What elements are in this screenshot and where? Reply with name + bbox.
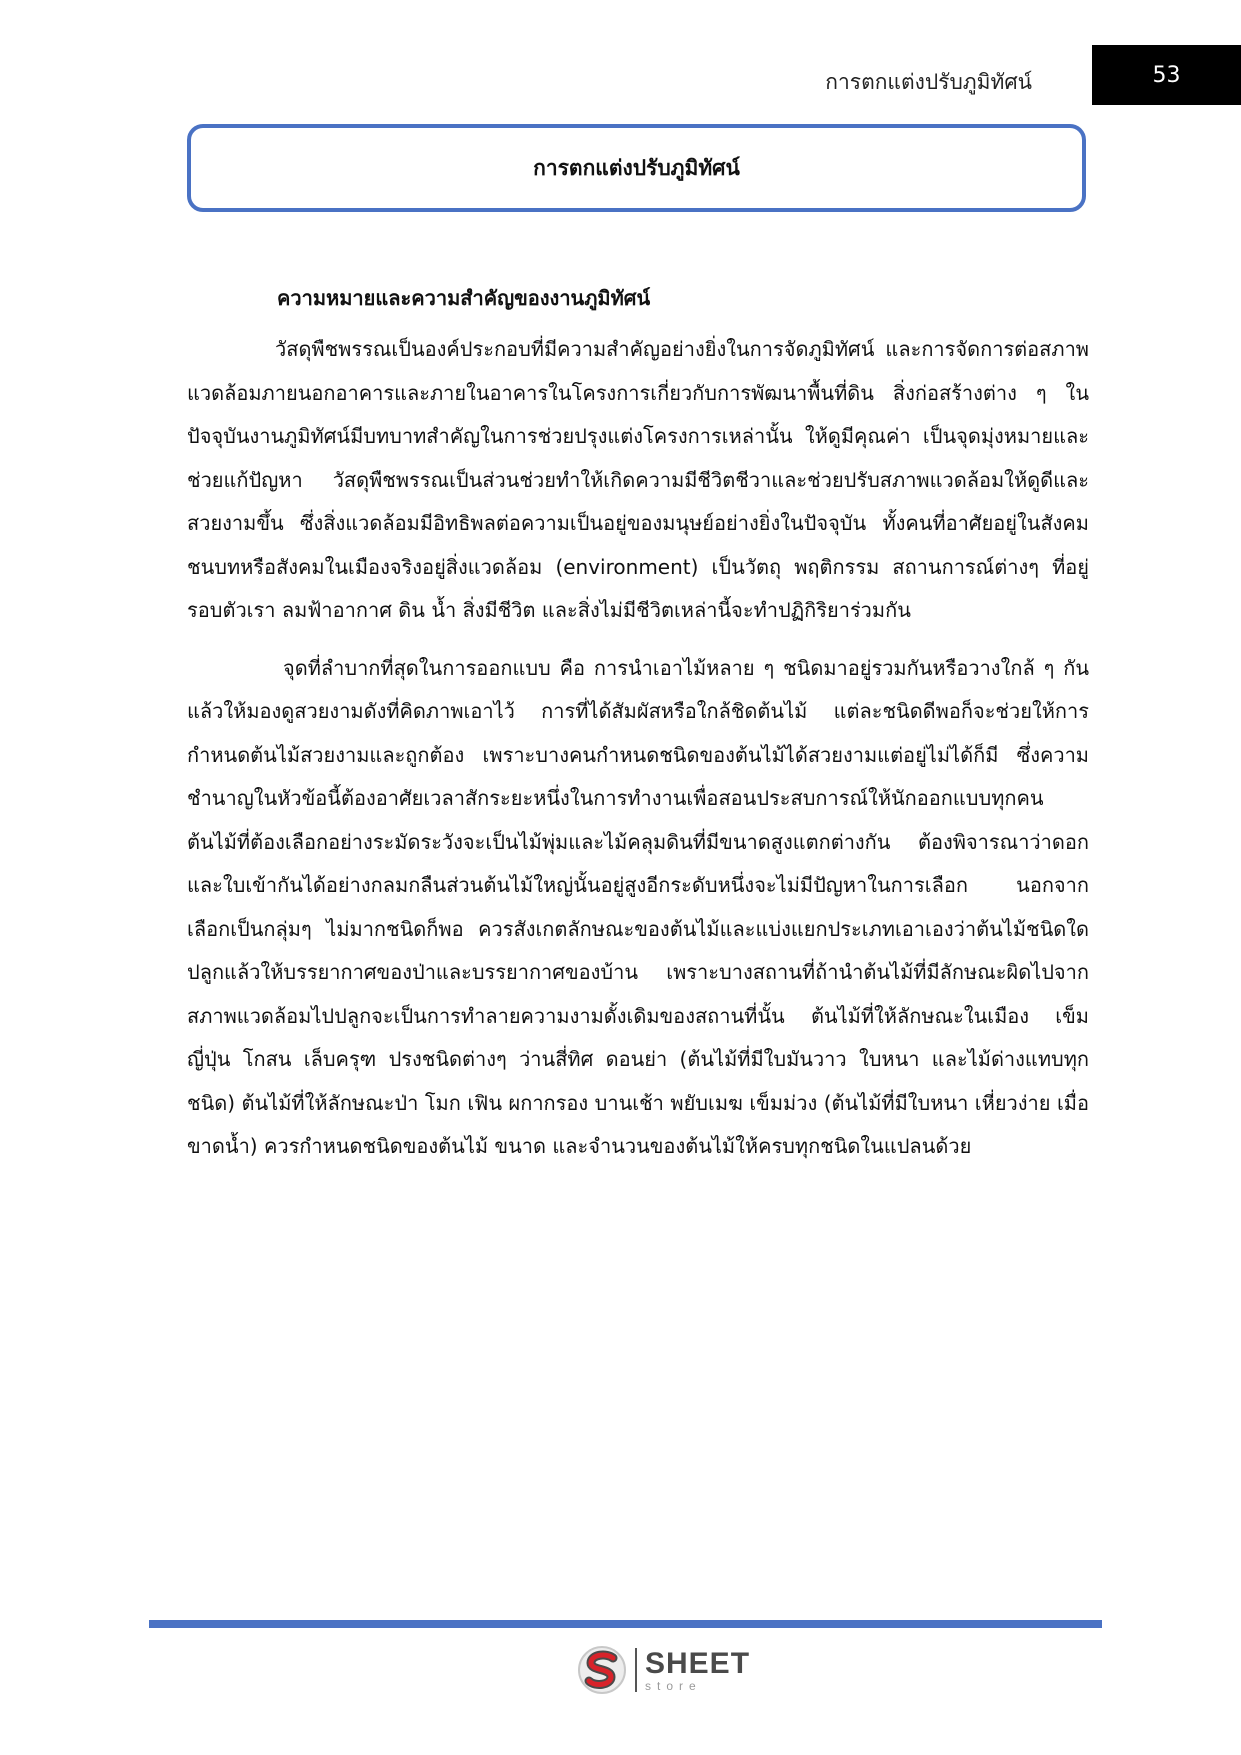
logo-divider [635,1648,637,1692]
page-number: 53 [1092,45,1241,105]
logo-text: SHEET [645,1646,751,1680]
footer-logo [577,1645,750,1695]
logo-wordmark [645,1646,751,1693]
sheet-store-logo-icon [577,1645,627,1695]
running-title: การตกแต่งปรับภูมิทัศน์ [825,70,1032,94]
page-title: การตกแต่งปรับภูมิทัศน์ [533,155,740,180]
title-box [187,124,1086,212]
paragraph-1: วัสดุพืชพรรณเป็นองค์ประกอบที่มีความสำคัญอย่างยิ่งในการจัดภูมิทัศน์ และการจัดการต่อสภาพแวดล้อมภายนอกอาคารและภายในอาคารในโครงการเกี่ยวกับการพัฒนาพื้นที่ดิน สิ่งก่อสร้างต่าง ๆ ในปัจจุบันงานภูมิทัศน์มีบทบาทสำคัญในการช่วยปรุงแต่งโครงการเหล่านั้น ให้ดูมีคุณค่า เป็นจุดมุ่งหมายและช่วยแก้ปัญหา วัสดุพืชพรรณเป็นส่วนช่วยทำให้เกิดความมีชีวิตชีวาและช่วยปรับสภาพแวดล้อมให้ดูดีและสวยงามขึ้น ซึ่งสิ่งแวดล้อมมีอิทธิพลต่อความเป็นอยู่ของมนุษย์อย่างยิ่งในปัจจุบัน ทั้งคนที่อาศัยอยู่ในสังคมชนบทหรือสังคมในเมืองจริงอยู่สิ่งแวดล้อม (environment) เป็นวัตถุ พฤติกรรม สถานการณ์ต่างๆ ที่อยู่รอบตัวเรา ลมฟ้าอากาศ ดิน น้ำ สิ่งมีชีวิต และสิ่งไม่มีชีวิตเหล่านี้จะทำปฏิกิริยาร่วมกัน [187,337,1089,622]
logo-subtext: store [645,1678,702,1693]
main-content [187,282,1089,1183]
footer-rule [149,1620,1102,1628]
section-heading: ความหมายและความสำคัญของงานภูมิทัศน์ [277,286,651,310]
paragraph-2: จุดที่ลำบากที่สุดในการออกแบบ คือ การนำเอาไม้หลาย ๆ ชนิดมาอยู่รวมกันหรือวางใกล้ ๆ กันแล้วให้มองดูสวยงามดังที่คิดภาพเอาไว้ การที่ได้สัมผัสหรือใกล้ชิดต้นไม้ แต่ละชนิดดีพอก็จะช่วยให้การกำหนดต้นไม้สวยงามและถูกต้อง เพราะบางคนกำหนดชนิดของต้นไม้ได้สวยงามแต่อยู่ไม่ได้ก็มี ซึ่งความชำนาญในหัวข้อนี้ต้องอาศัยเวลาสักระยะหนึ่งในการทำงานเพื่อสอนประสบการณ์ให้นักออกแบบทุกคน ต้นไม้ที่ต้องเลือกอย่างระมัดระวังจะเป็นไม้พุ่มและไม้คลุมดินที่มีขนาดสูงแตกต่างกัน ต้องพิจารณาว่าดอกและใบเข้ากันได้อย่างกลมกลืนส่วนต้นไม้ใหญ่นั้นอยู่สูงอีกระดับหนึ่งจะไม่มีปัญหาในการเลือก นอกจากเลือกเป็นกลุ่มๆ ไม่มากชนิดก็พอ ควรสังเกตลักษณะของต้นไม้และแบ่งแยกประเภทเอาเองว่าต้นไม้ชนิดใดปลูกแล้วให้บรรยากาศของป่าและบรรยากาศของบ้าน เพราะบางสถานที่ถ้านำต้นไม้ที่มีลักษณะผิดไปจากสภาพแวดล้อมไปปลูกจะเป็นการทำลายความงามดั้งเดิมของสถานที่นั้น ต้นไม้ที่ให้ลักษณะในเมือง เข็มญี่ปุ่น โกสน เล็บครุฑ ปรงชนิดต่างๆ ว่านสี่ทิศ ดอนย่า (ต้นไม้ที่มีใบมันวาว ใบหนา และไม้ด่างแทบทุกชนิด) ต้นไม้ที่ให้ลักษณะป่า โมก เฟิน ผกากรอง บานเช้า พยับเมฆ เข็มม่วง (ต้นไม้ที่มีใบหนา เหี่ยวง่าย เมื่อขาดน้ำ) ควรกำหนดชนิดของต้นไม้ ขนาด และจำนวนของต้นไม้ให้ครบทุกชนิดในแปลนด้วย [187,655,1089,1158]
